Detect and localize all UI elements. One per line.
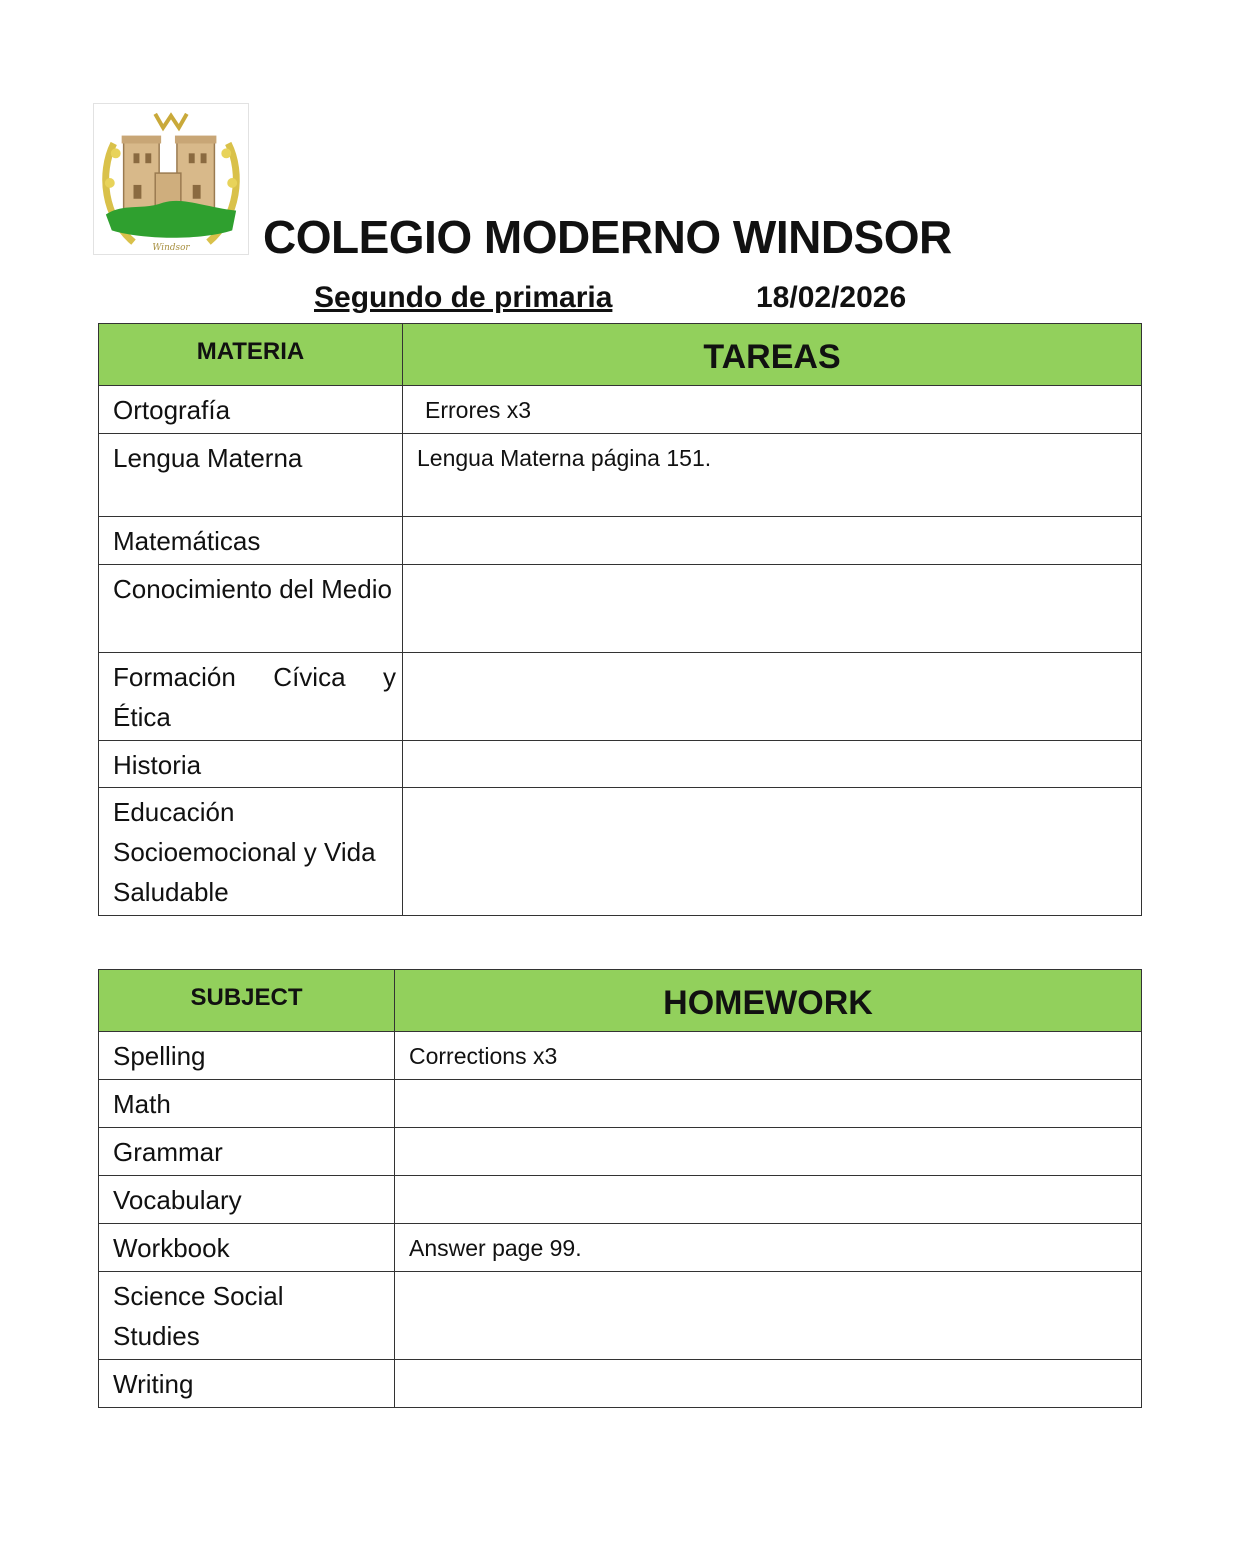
- table-row: [99, 741, 1142, 788]
- table-row: [99, 788, 1142, 916]
- logo-text: Windsor: [152, 243, 190, 254]
- table-row: [99, 1224, 1142, 1272]
- subject-cell: Workbook: [99, 1224, 395, 1272]
- table-row: [99, 517, 1142, 565]
- date-label: 18/02/2026: [756, 281, 907, 314]
- subject-cell: Grammar: [99, 1128, 395, 1176]
- subject-cell: Math: [99, 1080, 395, 1128]
- subject-cell: Educación Socioemocional y Vida Saludable: [99, 788, 403, 916]
- homework-table: [98, 969, 1142, 1408]
- castle-crest-icon: [94, 104, 248, 254]
- subject-header: SUBJECT: [99, 970, 395, 1032]
- task-cell: Answer page 99.: [395, 1224, 1142, 1272]
- subject-cell: Ortografía: [99, 386, 403, 434]
- subject-cell: Lengua Materna: [99, 434, 403, 517]
- materia-header: MATERIA: [99, 324, 403, 386]
- table-row: [99, 1176, 1142, 1224]
- task-cell: [395, 1272, 1142, 1360]
- subject-cell: Science Social Studies: [99, 1272, 395, 1360]
- task-cell: [395, 1128, 1142, 1176]
- table-row: [99, 1080, 1142, 1128]
- task-cell: [403, 741, 1142, 788]
- task-cell: [403, 788, 1142, 916]
- table-row: [99, 1272, 1142, 1360]
- subject-cell: Historia: [99, 741, 403, 788]
- task-cell: [395, 1360, 1142, 1408]
- task-cell: [395, 1176, 1142, 1224]
- tareas-table: [98, 323, 1142, 916]
- task-cell: [403, 517, 1142, 565]
- table-row: [99, 1360, 1142, 1408]
- table-row: [99, 1032, 1142, 1080]
- subject-cell: Spelling: [99, 1032, 395, 1080]
- tareas-header: TAREAS: [403, 324, 1142, 386]
- homework-header: HOMEWORK: [395, 970, 1142, 1032]
- table-row: [99, 565, 1142, 653]
- task-cell: Lengua Materna página 151.: [403, 434, 1142, 517]
- task-cell: [403, 653, 1142, 741]
- task-cell: Errores x3: [403, 386, 1142, 434]
- table-row: [99, 434, 1142, 517]
- subject-cell: Matemáticas: [99, 517, 403, 565]
- table-row: [99, 653, 1142, 741]
- table-row: [99, 386, 1142, 434]
- task-cell: Corrections x3: [395, 1032, 1142, 1080]
- subject-cell: Conocimiento del Medio: [99, 565, 403, 653]
- task-cell: [395, 1080, 1142, 1128]
- subject-cell: Vocabulary: [99, 1176, 395, 1224]
- task-cell: [403, 565, 1142, 653]
- school-name: COLEGIO MODERNO WINDSOR: [263, 211, 952, 263]
- school-logo: [93, 103, 249, 255]
- subject-cell: Formación Cívica y Ética: [99, 653, 403, 741]
- table-row: [99, 1128, 1142, 1176]
- subject-cell: Writing: [99, 1360, 395, 1408]
- grade-label: Segundo de primaria: [314, 281, 613, 314]
